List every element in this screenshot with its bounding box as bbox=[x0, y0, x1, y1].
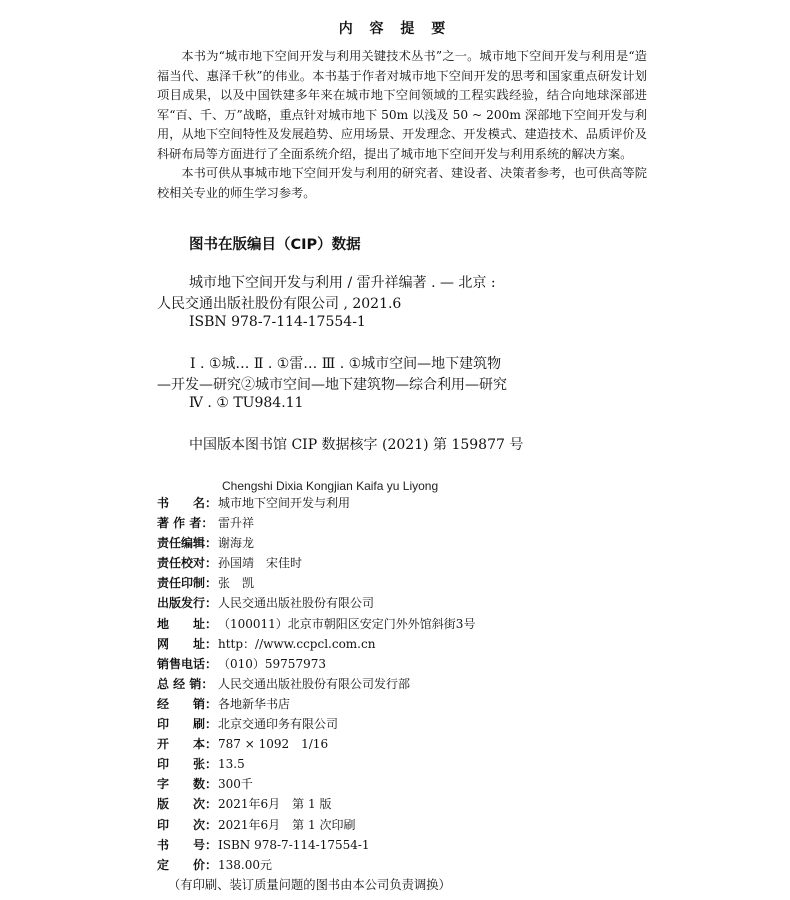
publication-details bbox=[157, 493, 475, 875]
cip-subject-line: Ⅰ . ①城… Ⅱ . ①雷… Ⅲ . ①城市空间—地下建筑物 bbox=[190, 356, 502, 372]
publication-row bbox=[157, 593, 475, 613]
publication-row bbox=[157, 573, 475, 593]
cip-subject-line: Ⅳ . ① TU984.11 bbox=[189, 395, 304, 411]
publication-row-value: 谢海龙 bbox=[218, 536, 255, 551]
publication-row bbox=[157, 533, 475, 553]
publication-row-value: 城市地下空间开发与利用 bbox=[218, 496, 351, 510]
pinyin-title: Chengshi Dixia Kongjian Kaifa yu Liyong bbox=[222, 479, 439, 493]
publication-row-value: （100011）北京市朝阳区安定门外外馆斜街3号 bbox=[218, 616, 476, 631]
cip-subject-line: —开发—研究②城市空间—地下建筑物—综合利用—研究 bbox=[157, 377, 507, 393]
publication-row-value: 各地新华书店 bbox=[218, 696, 291, 711]
publication-row-value: 13.5 bbox=[218, 757, 245, 772]
page-title: 内 容 提 要 bbox=[338, 21, 452, 37]
publication-row bbox=[157, 674, 475, 694]
publication-row-label: 网 址： bbox=[157, 636, 218, 651]
cip-isbn: ISBN 978-7-114-17554-1 bbox=[189, 314, 366, 330]
publication-row bbox=[157, 513, 475, 533]
publication-row bbox=[157, 855, 475, 875]
publication-row-label: 责任编辑： bbox=[157, 536, 218, 551]
publication-row bbox=[157, 794, 475, 814]
publication-row-label: 责任印制： bbox=[157, 576, 218, 591]
summary-paragraph: 本书可供从事城市地下空间开发与利用的研究者、建设者、决策者参考，也可供高等院校相关专业的师生学习参考。 bbox=[157, 166, 647, 200]
publication-row-label: 经 销： bbox=[157, 696, 218, 711]
publication-row bbox=[157, 553, 475, 573]
publication-row-value: 张 凯 bbox=[218, 576, 255, 591]
publication-row bbox=[157, 654, 475, 674]
publication-row-value: 2021年6月 第 1 版 bbox=[218, 797, 332, 812]
publication-row-value: 雷升祥 bbox=[218, 516, 255, 531]
publication-row-value: 人民交通出版社股份有限公司发行部 bbox=[218, 676, 411, 691]
publication-row bbox=[157, 734, 475, 754]
publication-row-value: 北京交通印务有限公司 bbox=[218, 717, 339, 732]
quality-footnote: （有印刷、装订质量问题的图书由本公司负责调换） bbox=[168, 878, 451, 892]
cip-verification: 中国版本图书馆 CIP 数据核字 (2021) 第 159877 号 bbox=[189, 437, 524, 453]
publication-row-value: 787 × 1092 1/16 bbox=[218, 737, 329, 752]
publication-row-label: 地 址： bbox=[157, 616, 218, 631]
summary-section bbox=[157, 47, 647, 203]
cip-record-line: 人民交通出版社股份有限公司 , 2021.6 bbox=[157, 296, 402, 312]
summary-paragraph: 本书为“城市地下空间开发与利用关键技术丛书”之一。城市地下空间开发与利用是“造福当代、惠泽千秋”的伟业。本书基于作者对城市地下空间开发的思考和国家重点研发计划项目成果，以及中国铁建多年来在城市地下空间领域的工程实践经验，结合向地球深部进军“百、千、万”战略，重点针对城市地下 50m 以浅及 50 ~ 200m 深部地下空间开发与利用，从地下空间特性及发展趋势、应用场景、开发理念、开发模式、建造技术、品质评价及科研布局等方面进行了全面系统介绍，提出了城市地下空间开发与利用系统的解决方案。 bbox=[157, 49, 647, 161]
cip-record-line: 城市地下空间开发与利用 / 雷升祥编著 . — 北京 : bbox=[189, 275, 496, 291]
publication-row bbox=[157, 634, 475, 654]
publication-row-label: 版 次： bbox=[157, 797, 218, 812]
publication-row-label: 出版发行： bbox=[157, 596, 218, 611]
publication-row-value: http：//www.ccpcl.com.cn bbox=[218, 636, 376, 651]
publication-row-value: 138.00元 bbox=[218, 857, 272, 872]
publication-row-label: 定 价： bbox=[157, 857, 218, 872]
publication-row bbox=[157, 694, 475, 714]
publication-row-label: 印 次： bbox=[157, 817, 218, 832]
publication-row-label: 书 名： bbox=[157, 496, 218, 510]
publication-row-label: 印 刷： bbox=[157, 717, 218, 732]
publication-row-label: 责任校对： bbox=[157, 556, 218, 571]
publication-row-value: 孙国靖 宋佳时 bbox=[218, 556, 303, 571]
publication-row bbox=[157, 714, 475, 734]
publication-row-label: 著 作 者： bbox=[157, 516, 214, 531]
publication-row-value: 2021年6月 第 1 次印刷 bbox=[218, 817, 356, 832]
publication-row bbox=[157, 754, 475, 774]
cip-heading: 图书在版编目（CIP）数据 bbox=[189, 237, 361, 253]
publication-row bbox=[157, 774, 475, 794]
publication-row-value: （010）59757973 bbox=[218, 656, 326, 671]
publication-row bbox=[157, 815, 475, 835]
publication-row-label: 开 本： bbox=[157, 737, 218, 752]
publication-row bbox=[157, 835, 475, 855]
publication-row-label: 书 号： bbox=[157, 837, 218, 852]
publication-row-value: ISBN 978-7-114-17554-1 bbox=[218, 837, 370, 852]
publication-row-label: 销售电话： bbox=[157, 656, 218, 671]
publication-row-label: 总 经 销： bbox=[157, 676, 214, 691]
publication-row bbox=[157, 493, 475, 513]
publication-row-value: 300千 bbox=[218, 777, 253, 792]
publication-row-label: 字 数： bbox=[157, 777, 218, 792]
publication-row-value: 人民交通出版社股份有限公司 bbox=[218, 596, 375, 611]
publication-row-label: 印 张： bbox=[157, 757, 218, 772]
publication-row bbox=[157, 614, 475, 634]
